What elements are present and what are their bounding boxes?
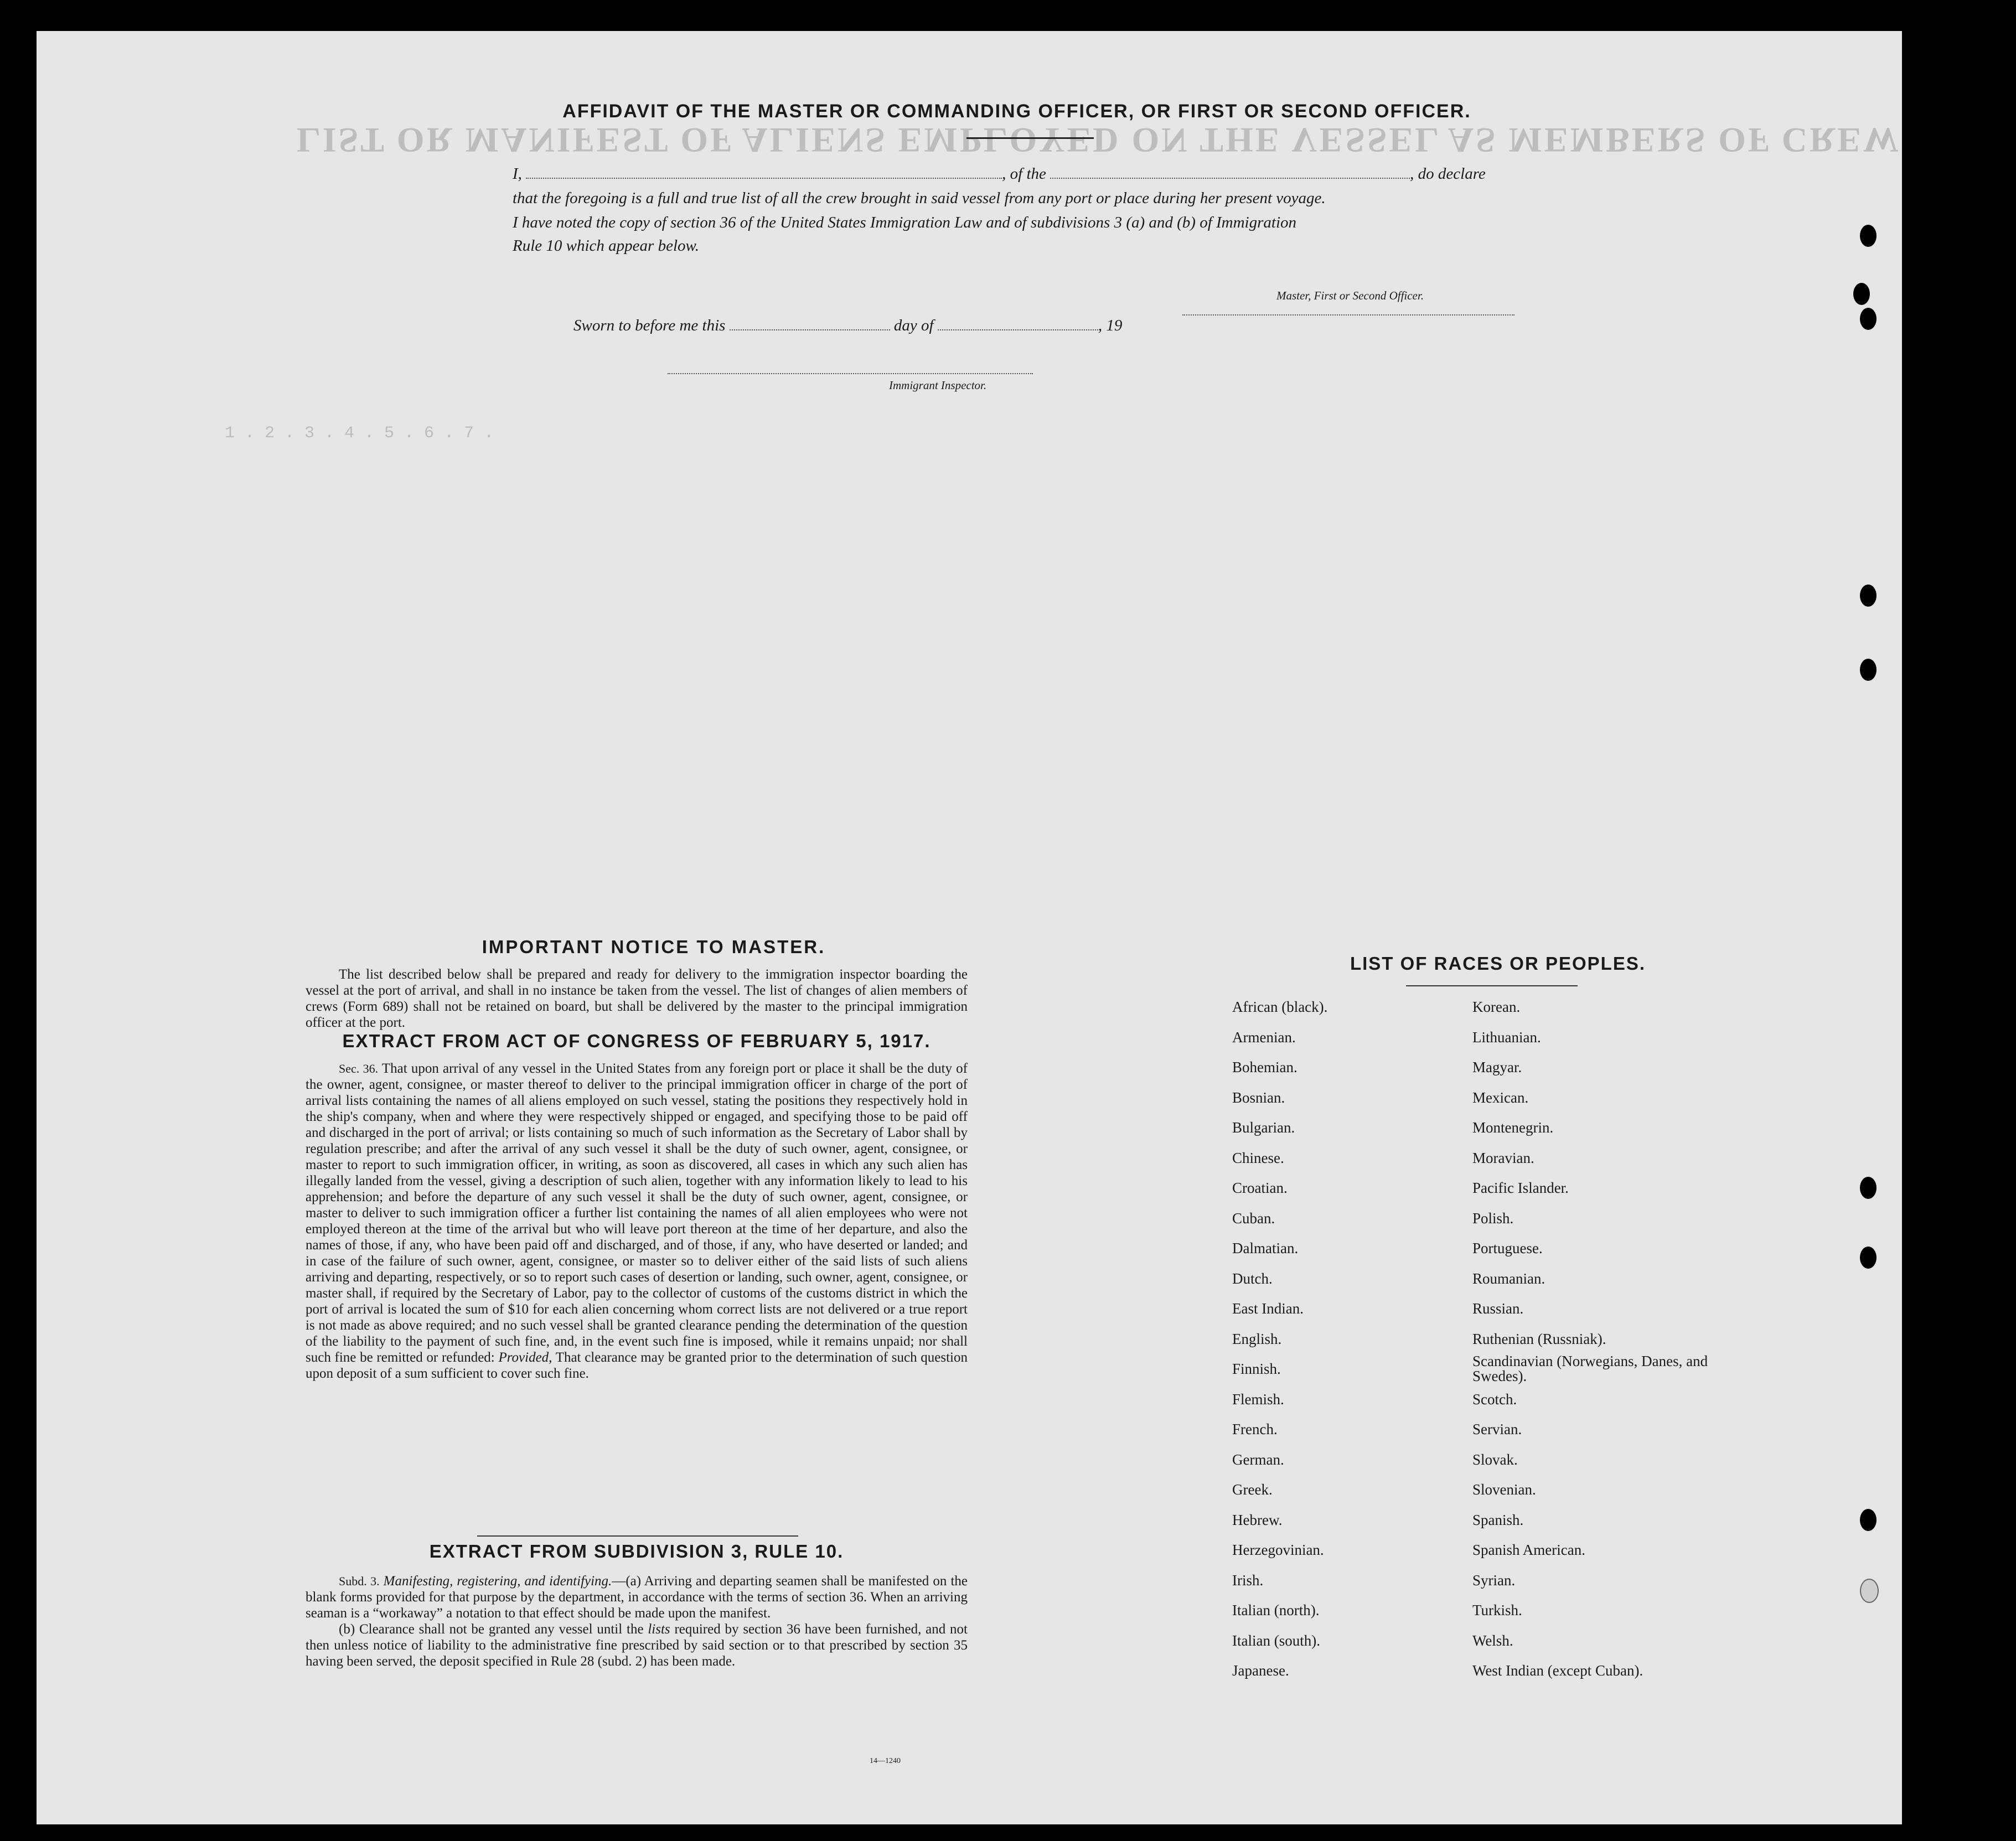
race-item: West Indian (except Cuban). [1472, 1662, 1643, 1679]
race-item: Montenegrin. [1472, 1119, 1554, 1136]
race-item: Armenian. [1232, 1028, 1296, 1046]
race-item: Lithuanian. [1472, 1028, 1541, 1046]
rule-body [306, 1573, 968, 1669]
punch-hole [1860, 585, 1877, 607]
bleed-through-title: LIST OR MANIFEST OF ALIENS EMPLOYED ON THE VESSEL AS MEMBERS OF CREW [297, 121, 1901, 160]
race-item: Italian (north). [1232, 1602, 1320, 1618]
race-item: Portuguese. [1472, 1240, 1543, 1256]
rule-subd-b [306, 1621, 968, 1669]
race-item: German. [1232, 1451, 1284, 1468]
race-item: Spanish. [1472, 1511, 1524, 1528]
sworn-line [573, 317, 1122, 335]
race-item: Roumanian. [1472, 1270, 1545, 1287]
rule-subd-b-lead: (b) Clearance shall not be granted any vessel until the [339, 1622, 644, 1637]
punch-hole [1860, 1509, 1877, 1531]
act-text-b: That clearance may be granted prior to the determination of such question upon deposit of a sum sufficient to cover such fine. [306, 1350, 968, 1381]
act-paragraph [306, 1061, 968, 1382]
year-label: , 19 [1098, 317, 1123, 334]
affidavit-title-rule [966, 137, 1094, 139]
race-item: Slovak. [1472, 1451, 1518, 1468]
race-item: Finnish. [1232, 1361, 1281, 1377]
bleed-through-row: 1 . 2 . 3 . 4 . 5 . 6 . 7 . [225, 424, 494, 443]
sworn-day-field[interactable] [730, 317, 890, 330]
affidavit-i: I, [513, 165, 522, 183]
race-item: Italian (south). [1232, 1632, 1320, 1649]
sworn-month-field[interactable] [938, 317, 1098, 330]
race-item: French. [1232, 1421, 1278, 1437]
act-title: EXTRACT FROM ACT OF CONGRESS OF FEBRUARY 5, 1917. [342, 1031, 931, 1051]
act-provided: Provided, [498, 1350, 552, 1365]
race-item: Herzegovinian. [1232, 1542, 1324, 1558]
rule-subd-label: Subd. 3. [339, 1574, 380, 1588]
act-sec-label: Sec. 36. [339, 1062, 379, 1075]
inspector-label: Immigrant Inspector. [889, 379, 987, 392]
race-item: Bohemian. [1232, 1059, 1298, 1075]
sworn-label: Sworn to before me this [573, 317, 726, 334]
race-item: East Indian. [1232, 1300, 1304, 1317]
race-item: Chinese. [1232, 1149, 1284, 1166]
punch-hole [1860, 1579, 1879, 1603]
notice-title: IMPORTANT NOTICE TO MASTER. [482, 937, 826, 957]
race-item: English. [1232, 1330, 1282, 1347]
rule-subd-heading: Manifesting, registering, and identifying. [383, 1574, 612, 1589]
act-body [306, 1061, 968, 1382]
race-item: Ruthenian (Russniak). [1472, 1330, 1606, 1347]
affidavit-title: AFFIDAVIT OF THE MASTER OR COMMANDING OFFICER, OR FIRST OR SECOND OFFICER. [562, 101, 1471, 122]
punch-hole [1860, 1177, 1877, 1199]
race-item: Syrian. [1472, 1571, 1516, 1589]
race-item: Scandinavian (Norwegians, Danes, and Swedes). [1472, 1353, 1708, 1384]
race-item: African (black). [1232, 999, 1328, 1015]
race-item: Dalmatian. [1232, 1240, 1299, 1256]
race-item: Dutch. [1232, 1270, 1273, 1287]
race-item: Mexican. [1472, 1089, 1529, 1106]
races-left-column [1232, 992, 1454, 1686]
race-item: Pacific Islander. [1472, 1180, 1569, 1196]
master-signature-field[interactable] [1182, 302, 1514, 316]
race-item: Scotch. [1472, 1390, 1517, 1408]
rule-title: EXTRACT FROM SUBDIVISION 3, RULE 10. [429, 1541, 844, 1561]
master-label: Master, First or Second Officer. [1276, 289, 1424, 302]
race-item: Magyar. [1472, 1059, 1522, 1075]
race-item: Irish. [1232, 1571, 1264, 1589]
affidavit-line-1 [513, 165, 1486, 183]
race-item: Greek. [1232, 1481, 1273, 1498]
race-item: Russian. [1472, 1300, 1524, 1317]
races-title-rule [1406, 985, 1578, 986]
vessel-field[interactable] [1050, 166, 1410, 179]
form-number: 14—1240 [870, 1757, 901, 1765]
race-item: Cuban. [1232, 1209, 1275, 1227]
name-field[interactable] [526, 166, 1002, 179]
races-title: LIST OF RACES OR PEOPLES. [1350, 953, 1646, 974]
race-item: Polish. [1472, 1209, 1514, 1227]
race-item: Welsh. [1472, 1632, 1513, 1649]
races-right-column [1472, 992, 1710, 1686]
rule-subd-b-rest: required by section 36 have been furnished, and not then unless notice of liability to the administrative fine prescribed by said section or to that prescribed by section 35 having been served, the deposit specified in Rule 28 (subd. 2) has been made. [306, 1622, 968, 1669]
punch-hole [1860, 1247, 1877, 1269]
race-item: Flemish. [1232, 1390, 1284, 1408]
race-item: Slovenian. [1472, 1481, 1536, 1498]
affidavit-line-3: I have noted the copy of section 36 of the United States Immigration Law and of subdivisions 3 (a) and (b) of Immigration [513, 214, 1297, 231]
notice-body [306, 966, 968, 1031]
notice-text: The list described below shall be prepared and ready for delivery to the immigration inspector boarding the vessel at the port of arrival, and shall in no instance be taken from the vessel. The list of changes of alien members of crews (Form 689) shall not be retained on board, but shall be delivered by the master to the principal immigration officer at the port. [306, 967, 968, 1030]
punch-hole [1860, 308, 1877, 330]
race-item: Hebrew. [1232, 1511, 1283, 1528]
race-item: Bulgarian. [1232, 1119, 1295, 1136]
race-item: Moravian. [1472, 1149, 1534, 1166]
race-item: Croatian. [1232, 1180, 1288, 1196]
race-item: Bosnian. [1232, 1089, 1285, 1106]
divider [477, 1535, 798, 1537]
punch-hole [1860, 225, 1877, 247]
affidavit-of-the: , of the [1002, 165, 1046, 183]
rule-subd-b-lists: lists [648, 1622, 670, 1637]
document-page [37, 31, 1902, 1824]
race-item: Servian. [1472, 1421, 1522, 1437]
rule-subd-a [306, 1573, 968, 1621]
punch-hole [1853, 283, 1870, 305]
inspector-signature-field[interactable] [668, 361, 1033, 374]
race-item: Japanese. [1232, 1662, 1289, 1679]
affidavit-declare: , do declare [1410, 165, 1486, 183]
day-of-label: day of [893, 317, 934, 334]
race-item: Korean. [1472, 999, 1521, 1015]
race-item: Spanish American. [1472, 1542, 1585, 1558]
affidavit-line-2: that the foregoing is a full and true list of all the crew brought in said vessel from any port or place during her present voyage. [513, 189, 1326, 207]
rule-subd-a-text: —(a) Arriving and departing seamen shall be manifested on the blank forms provided for that purpose by the department, in accordance with the terms of section 36. When an arriving seaman is a “workaway” a notation to that effect should be made upon the manifest. [306, 1574, 968, 1621]
affidavit-line-4: Rule 10 which appear below. [513, 237, 699, 255]
act-text-a: That upon arrival of any vessel in the United States from any foreign port or place it shall be the duty of the owner, agent, consignee, or master thereof to deliver to the principal immigration officer in charge of the port of arrival lists containing the names of all aliens employed on such vessel, stating the positions they respectively hold in the ship's company, when and where they were respectively shipped or engaged, and specifying those to be paid off and discharged in the port of arrival; or lists containing so much of such information as the Secretary of Labor shall by regulation prescribe; and after the arrival of any such vessel it shall be the duty of such owner, agent, consignee, or master to report to such immigration officer, in writing, as soon as discovered, all cases in which any such alien has illegally landed from the vessel, giving a description of such alien, together with any information likely to lead to his apprehension; and before the departure of any such vessel it shall be the duty of such owner, agent, consignee, or master to deliver to such immigration officer a further list containing the names of all alien employees who were not employed thereon at the time of the arrival but who will leave port thereon at the time of her departure, and also the names of those, if any, who have been paid off and discharged, and of those, if any, who have deserted or landed; and in case of the failure of such owner, agent, consignee, or master so to deliver either of the said lists of such aliens arriving and departing, respectively, or so to report such cases of desertion or landing, such owner, agent, consignee, or master shall, if required by the Secretary of Labor, pay to the collector of customs of the customs district in which the port of arrival is located the sum of $10 for each alien concerning whom correct lists are not delivered or a true report is not made as above required; and no such vessel shall be granted clearance pending the determination of the question of the liability to the payment of such fine, and, in the event such fine is imposed, while it remains unpaid; nor shall such fine be remitted or refunded: [306, 1061, 968, 1365]
punch-hole [1860, 659, 1877, 681]
race-item: Turkish. [1472, 1602, 1522, 1618]
